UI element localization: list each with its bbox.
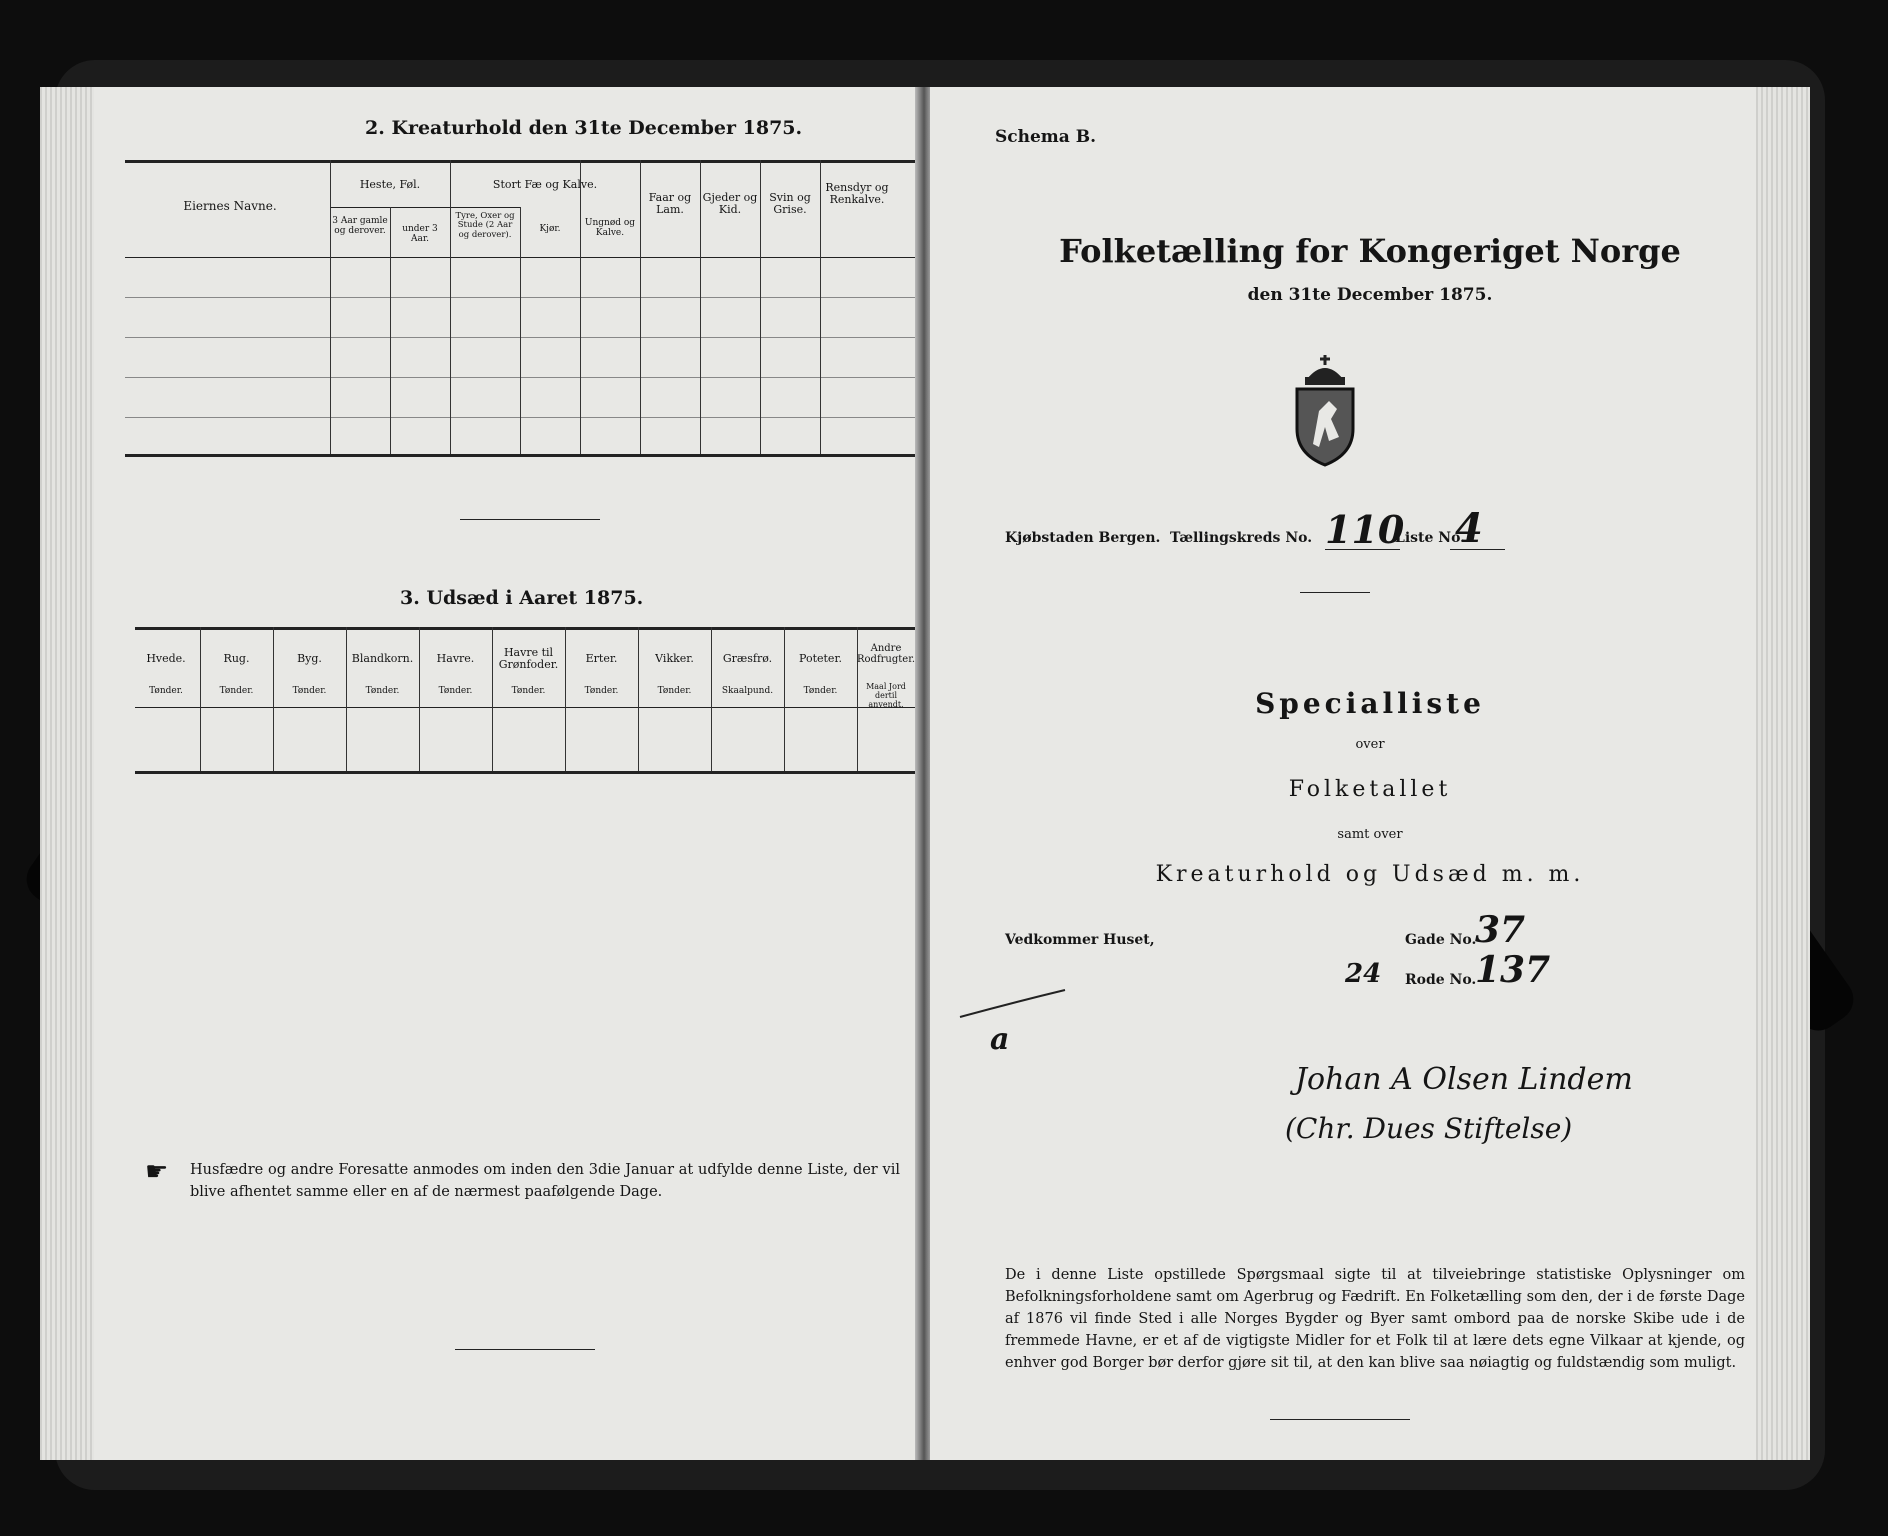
page-edge-strip: [1756, 87, 1810, 1460]
owner-note[interactable]: (Chr. Dues Stiftelse): [1285, 1112, 1573, 1145]
column-header: Faar og Lam.: [648, 191, 692, 217]
kreaturhold-heading: Kreaturhold og Udsæd m. m.: [1155, 862, 1585, 887]
gade-label: Gade No.: [1405, 932, 1477, 948]
column-header: Gjeder og Kid.: [702, 191, 758, 217]
seed-col-unit: Tønder.: [657, 686, 692, 696]
rode-label: Rode No.: [1405, 972, 1477, 988]
separator: [460, 519, 600, 520]
separator: [1270, 1419, 1410, 1420]
liste-value[interactable]: 4: [1455, 505, 1483, 552]
gade-value[interactable]: 37: [1475, 909, 1526, 951]
owner-signature[interactable]: Johan A Olsen Lindem: [1295, 1062, 1633, 1097]
seed-col-name: Vikker.: [655, 652, 694, 665]
seed-col-unit: Skaalpund.: [721, 686, 774, 696]
info-paragraph: De i denne Liste opstillede Spørgsmaal sigte til at tilveiebringe statistiske Oplysninger om Befolkningsforholdene samt om Agerbrug og Fædrift. En Folketælling som den, der i de første Dage af 1876 vil finde Sted i alle Norges Bygder og Byer samt ombord paa de norske Skibe ude i de fremmede Havne, er et af de vigtigste Midler for et Folk til at lære dets egne Vilkaar at kjende, og enhver god Borger bør derfor gjøre sit til, at den kan blive saa nøiagtig og fuldstændig som muligt.: [1005, 1267, 1745, 1371]
seed-col-unit: Tønder.: [584, 686, 619, 696]
right-page: [930, 87, 1810, 1460]
left-page: [40, 87, 919, 1460]
city-label: Kjøbstaden Bergen.: [1005, 530, 1161, 546]
specialliste-heading: Specialliste: [1255, 687, 1485, 720]
section-2-title: 2. Kreaturhold den 31te December 1875.: [365, 117, 803, 139]
seed-col-name: Havre.: [436, 652, 475, 665]
over-text: over: [1355, 737, 1385, 752]
rode-prefix[interactable]: 24: [1345, 959, 1382, 989]
form-title: Folketælling for Kongeriget Norge: [1059, 232, 1681, 270]
seed-col-name: Rug.: [223, 652, 250, 665]
seed-col-name: Græsfrø.: [722, 652, 773, 665]
seed-col-name: Hvede.: [146, 652, 186, 665]
column-header: under 3 Aar.: [402, 224, 438, 244]
seed-col-unit: Maal Jord dertil anvendt.: [866, 682, 906, 709]
seed-col-name: Erter.: [585, 652, 618, 665]
samt-over-text: samt over: [1337, 827, 1403, 842]
seed-col-unit: Tønder.: [219, 686, 254, 696]
seed-col-name: Poteter.: [799, 652, 842, 665]
owner-names-header: Eiernes Navne.: [183, 199, 277, 213]
seed-col-unit: Tønder.: [365, 686, 400, 696]
kreds-value[interactable]: 110: [1325, 507, 1405, 552]
seed-col-unit: Tønder.: [803, 686, 838, 696]
column-header: Ungnød og Kalve.: [584, 218, 636, 238]
norway-coat-of-arms-icon: [1285, 349, 1365, 469]
seed-col-unit: Tønder.: [292, 686, 327, 696]
seed-col-unit: Tønder.: [438, 686, 473, 696]
seed-col-name: Byg.: [297, 652, 322, 665]
separator: [1300, 592, 1370, 593]
column-header: Kjør.: [539, 224, 561, 234]
seed-col-name: Blandkorn.: [351, 652, 414, 665]
vedkommer-label: Vedkommer Huset,: [1005, 932, 1155, 948]
column-header: Svin og Grise.: [769, 191, 811, 217]
margin-mark: a: [990, 1022, 1010, 1057]
seed-col-name: Havre til Grønfoder.: [498, 646, 559, 672]
page-edge-strip: [40, 87, 94, 1460]
section-3-title: 3. Udsæd i Aaret 1875.: [400, 587, 644, 609]
column-header: 3 Aar gamle og derover.: [332, 216, 388, 236]
schema-label: Schema B.: [995, 127, 1097, 147]
group-header: Heste, Føl.: [359, 178, 421, 191]
column-header: Rensdyr og Renkalve.: [825, 181, 889, 207]
separator: [455, 1349, 595, 1350]
form-date: den 31te December 1875.: [1247, 285, 1493, 305]
notice-text: Husfædre og andre Foresatte anmodes om inden den 3die Januar at udfylde denne Liste, der vil blive afhentet samme eller en af de nærmest paafølgende Dage.: [190, 1162, 900, 1200]
column-header: Tyre, Oxer og Stude (2 Aar og derover).: [455, 211, 515, 240]
seed-col-name: Andre Rodfrugter.: [857, 643, 916, 665]
kreds-label: Tællingskreds No.: [1170, 530, 1313, 546]
folketallet-heading: Folketallet: [1288, 777, 1452, 802]
seed-col-unit: Tønder.: [149, 686, 183, 696]
group-header: Stort Fæ og Kalve.: [492, 178, 598, 191]
handwritten-line: [955, 982, 1075, 1042]
pointing-hand-icon: ☛: [145, 1157, 169, 1187]
liste-label: Liste No.: [1395, 530, 1466, 546]
seed-col-unit: Tønder.: [511, 686, 546, 696]
rode-value[interactable]: 137: [1475, 949, 1551, 991]
